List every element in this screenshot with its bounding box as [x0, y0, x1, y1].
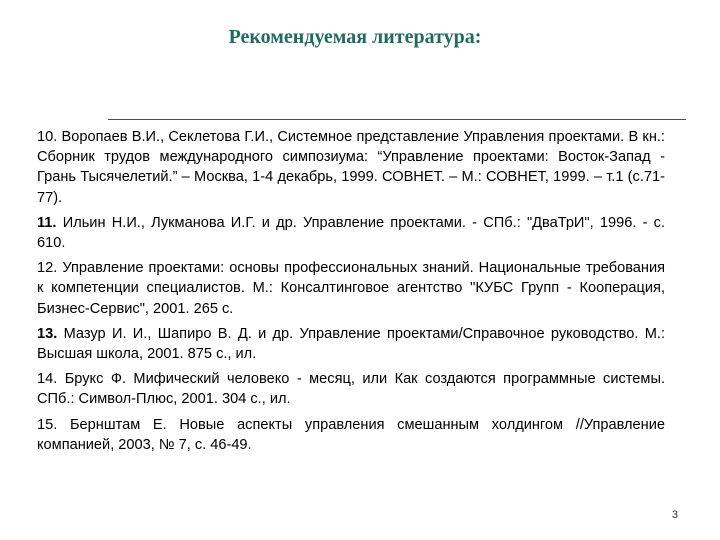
reference-text: Управление проектами: основы профессиональных знаний. Национальные требования к компетенции специалистов. М.: Консалтинговое агентство "КУБС Групп - Кооперация, Бизнес-Сервис", 2001. 265 с. — [37, 260, 666, 317]
title-divider — [108, 119, 686, 120]
reference-text: Мазур И. И., Шапиро В. Д. и др. Управление проектами/Справочное руководство. М.: Высшая школа, 2001. 875 с., ил. — [37, 325, 666, 363]
reference-text: Воропаев В.И., Секлетова Г.И., Системное представление Управления проектами. В кн.: Сборник трудов международного симпозиума: “Управление проектами: Восток-Запад - Грань Тысячелетий.” – Москва, 1-4 декабрь, 1999. СОВНЕТ. – М.: СОВНЕТ, 1999. – т.1 (с.71-77). — [37, 129, 665, 206]
reference-number: 12. — [37, 260, 58, 277]
reference-item-10 — [37, 127, 665, 208]
reference-item-13 — [37, 324, 665, 364]
page-title: Рекомендуемая литература: — [228, 26, 482, 48]
reference-number: 14. — [37, 371, 58, 388]
reference-text: Бернштам Е. Новые аспекты управления смешанным холдингом //Управление компанией, 2003, № 7, с. 46-49. — [37, 416, 665, 453]
reference-item-12 — [37, 258, 665, 319]
reference-number: 15. — [37, 416, 58, 433]
reference-item-15 — [37, 415, 665, 455]
reference-number: 10. — [37, 129, 58, 145]
reference-number: 11. — [37, 214, 57, 231]
reference-list — [37, 127, 665, 460]
page-number: 3 — [671, 509, 678, 521]
reference-text: Брукс Ф. Мифический человеко - месяц, или Как создаются программные системы. СПб.: Символ-Плюс, 2001. 304 с., ил. — [37, 371, 665, 408]
reference-item-11 — [37, 213, 665, 253]
reference-text: Ильин Н.И., Лукманова И.Г. и др. Управление проектами. - СПб.: "ДваТрИ", 1996. - с. 610. — [37, 214, 666, 252]
reference-number: 13. — [37, 325, 58, 342]
reference-item-14 — [37, 369, 665, 409]
